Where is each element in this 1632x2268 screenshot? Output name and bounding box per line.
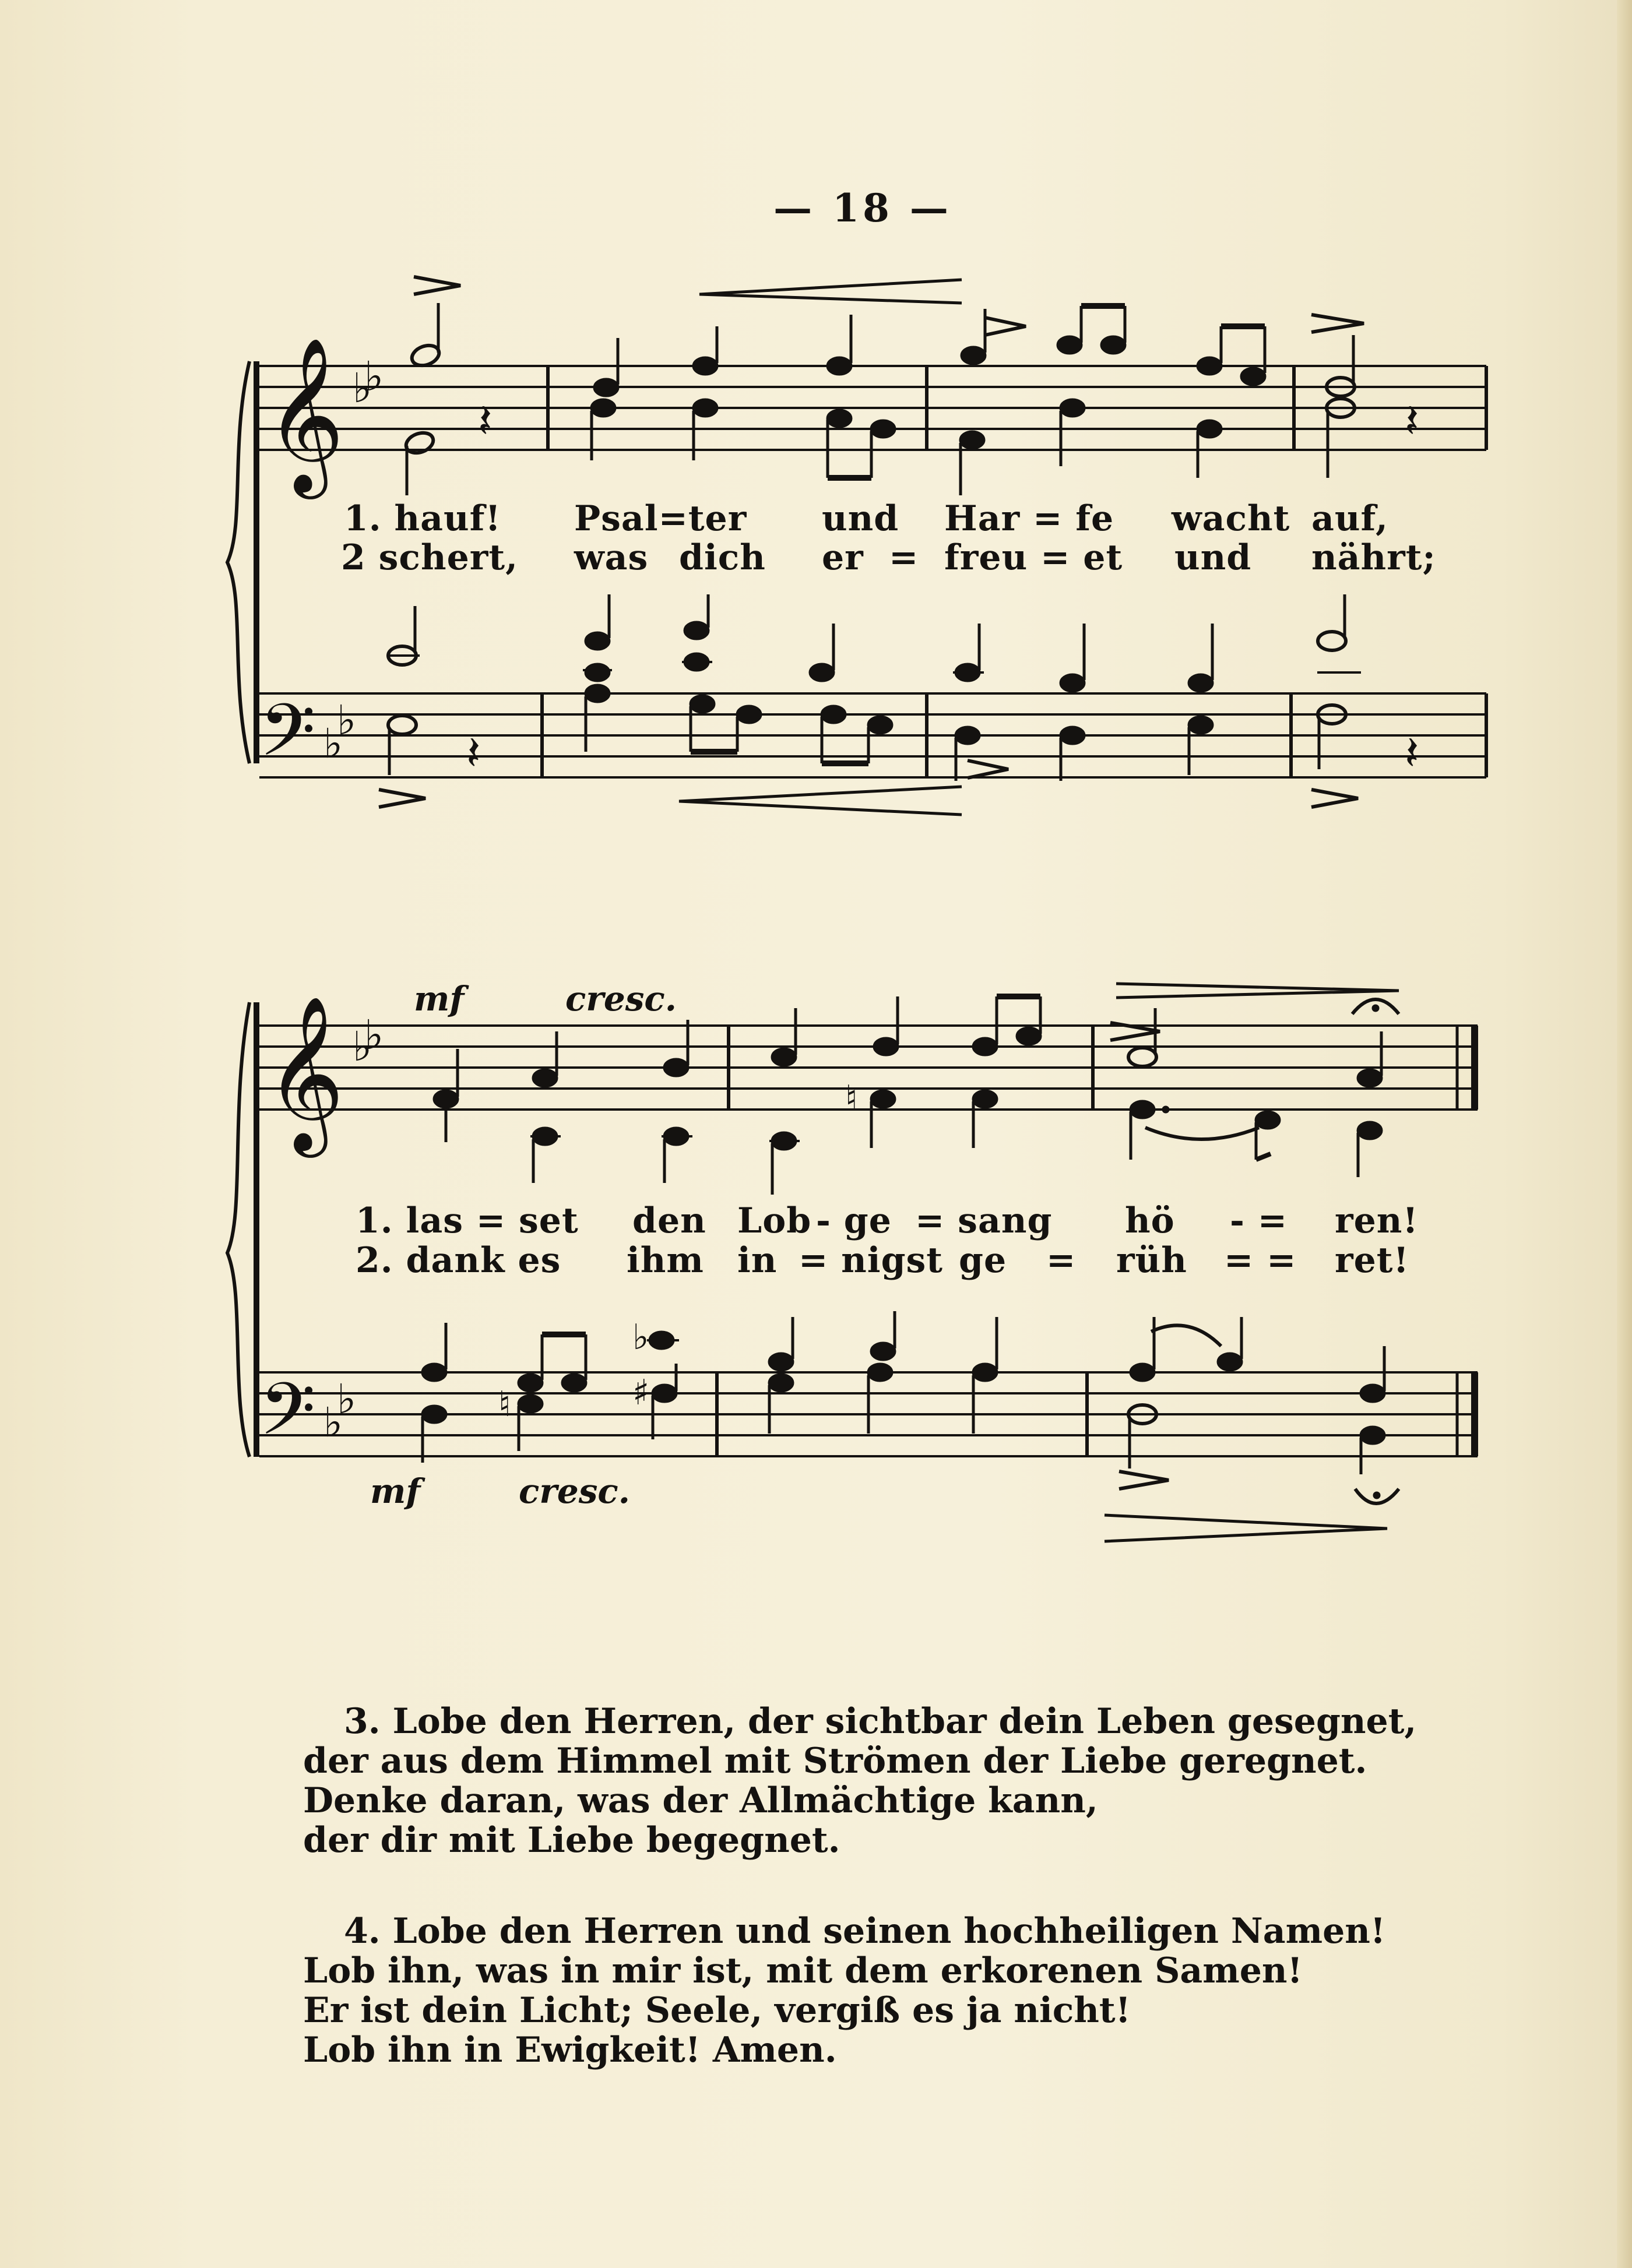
lyric-s2v2-2: ihm xyxy=(627,1240,704,1281)
lyric-s2v1-5: = sang xyxy=(915,1200,1053,1241)
accent xyxy=(1119,1471,1169,1489)
hairpin xyxy=(679,787,962,815)
treble-clef-2: 𝄞 xyxy=(265,995,344,1151)
flat-b-bass-1: ♭ xyxy=(323,720,343,767)
lyric-s2v1-1: 1. las = set xyxy=(356,1200,579,1241)
verse-line: 4. Lobe den Herren und seinen hochheiligen Namen! xyxy=(344,1911,1386,1952)
lyric-s2v1-7: - = xyxy=(1230,1200,1288,1241)
lyric-s1v2-8: nährt; xyxy=(1311,537,1436,578)
dynamic-cresc-bottom: cresc. xyxy=(519,1471,630,1511)
rest: 𝄽 xyxy=(1405,394,1419,448)
flat-b-bass-2: ♭ xyxy=(323,1399,343,1446)
lyric-s1v2-2: was xyxy=(574,537,649,578)
lyric-s2v2-1: 2. dank es xyxy=(356,1240,561,1281)
lyric-s2v2-9: ret! xyxy=(1335,1240,1409,1281)
rest: 𝄽 xyxy=(466,726,481,780)
verse-line: Lob ihn in Ewigkeit! Amen. xyxy=(303,2030,837,2070)
verse-line: Er ist dein Licht; Seele, vergiß es ja nicht! xyxy=(303,1990,1131,2031)
accent xyxy=(1311,790,1358,807)
dynamic-mf-top: mf xyxy=(414,979,465,1019)
bass-clef-1: 𝄢 xyxy=(259,689,316,790)
verse-line: Denke daran, was der Allmächtige kann, xyxy=(303,1780,1098,1821)
lyric-s2v2-8: = = xyxy=(1224,1240,1297,1281)
flat-e-1: ♭ xyxy=(364,353,384,400)
accent xyxy=(414,277,460,294)
treble-clef-1: 𝄞 xyxy=(265,337,344,492)
verse-line: der dir mit Liebe begegnet. xyxy=(303,1820,840,1861)
lyric-s2v1-6: hö xyxy=(1125,1200,1175,1241)
bass-staff-1 xyxy=(259,693,1486,777)
lyric-s2v2-4: = nigst xyxy=(799,1240,944,1281)
accent xyxy=(379,790,425,807)
lyric-s2v2-7: rüh xyxy=(1116,1240,1187,1281)
lyric-s2v2-5: ge xyxy=(959,1240,1007,1281)
flat-b-2: ♭ xyxy=(353,1023,372,1070)
flat-e-bass-2: ♭ xyxy=(337,1375,357,1423)
lyric-s1v1-3: und xyxy=(822,498,899,539)
lyric-s1v1-2: Psal=ter xyxy=(574,498,747,539)
accent xyxy=(968,760,1008,778)
lyric-s2v1-8: ren! xyxy=(1335,1200,1419,1241)
dynamic-cresc-top: cresc. xyxy=(565,979,677,1019)
verse-4 xyxy=(303,1911,1411,2070)
lyric-s1v2-4: er xyxy=(822,537,864,578)
flat-e-bass-1: ♭ xyxy=(337,696,357,744)
lyric-s2v1-3: Lob xyxy=(737,1200,812,1241)
system-brace xyxy=(227,1002,249,1457)
bass-clef-2: 𝄢 xyxy=(259,1368,316,1469)
lyric-s1v2-3: dich xyxy=(679,537,766,578)
accent xyxy=(1311,315,1364,332)
natural: ♮ xyxy=(845,1078,858,1119)
accent xyxy=(985,318,1026,335)
rest: 𝄽 xyxy=(478,394,493,448)
verse-line: Lob ihn, was in mir ist, mit dem erkorenen Samen! xyxy=(303,1950,1303,1991)
lyric-s1v1-1: 1. hauf! xyxy=(344,498,501,539)
lyric-s1v2-6: freu = et xyxy=(944,537,1123,578)
flat: ♭ xyxy=(632,1317,649,1358)
hairpin xyxy=(699,280,962,303)
verse-3 xyxy=(303,1701,1417,1861)
lyric-s2v1-2: den xyxy=(632,1200,706,1241)
verse-line: der aus dem Himmel mit Strömen der Liebe geregnet. xyxy=(303,1741,1367,1781)
lyric-s1v2-5: = xyxy=(889,537,919,578)
system-brace xyxy=(227,361,249,763)
tie xyxy=(1151,1325,1221,1346)
natural: ♮ xyxy=(498,1384,511,1425)
lyric-s1v2-1: 2 schert, xyxy=(341,537,518,578)
lyric-s1v1-6: auf, xyxy=(1311,498,1388,539)
lyric-s2v2-6: = xyxy=(1046,1240,1077,1281)
sharp: ♯ xyxy=(632,1372,650,1413)
hairpin xyxy=(1105,1515,1387,1541)
verse-line: 3. Lobe den Herren, der sichtbar dein Leben gesegnet, xyxy=(344,1701,1417,1742)
hairpin xyxy=(1116,984,1399,998)
tie xyxy=(1145,1128,1259,1139)
lyric-s1v2-7: und xyxy=(1174,537,1252,578)
lyric-s2v1-4: - ge xyxy=(816,1200,892,1241)
page-number: — 18 — xyxy=(773,185,952,231)
flat-e-2: ♭ xyxy=(364,1011,384,1059)
dynamic-mf-bottom: mf xyxy=(370,1471,421,1511)
lyric-s2v2-3: in xyxy=(737,1240,778,1281)
lyric-s1v1-5: wacht xyxy=(1172,498,1290,539)
rest: 𝄽 xyxy=(1405,726,1419,780)
lyric-s1v1-4: Har = fe xyxy=(944,498,1114,539)
flat-b-1: ♭ xyxy=(353,364,372,412)
